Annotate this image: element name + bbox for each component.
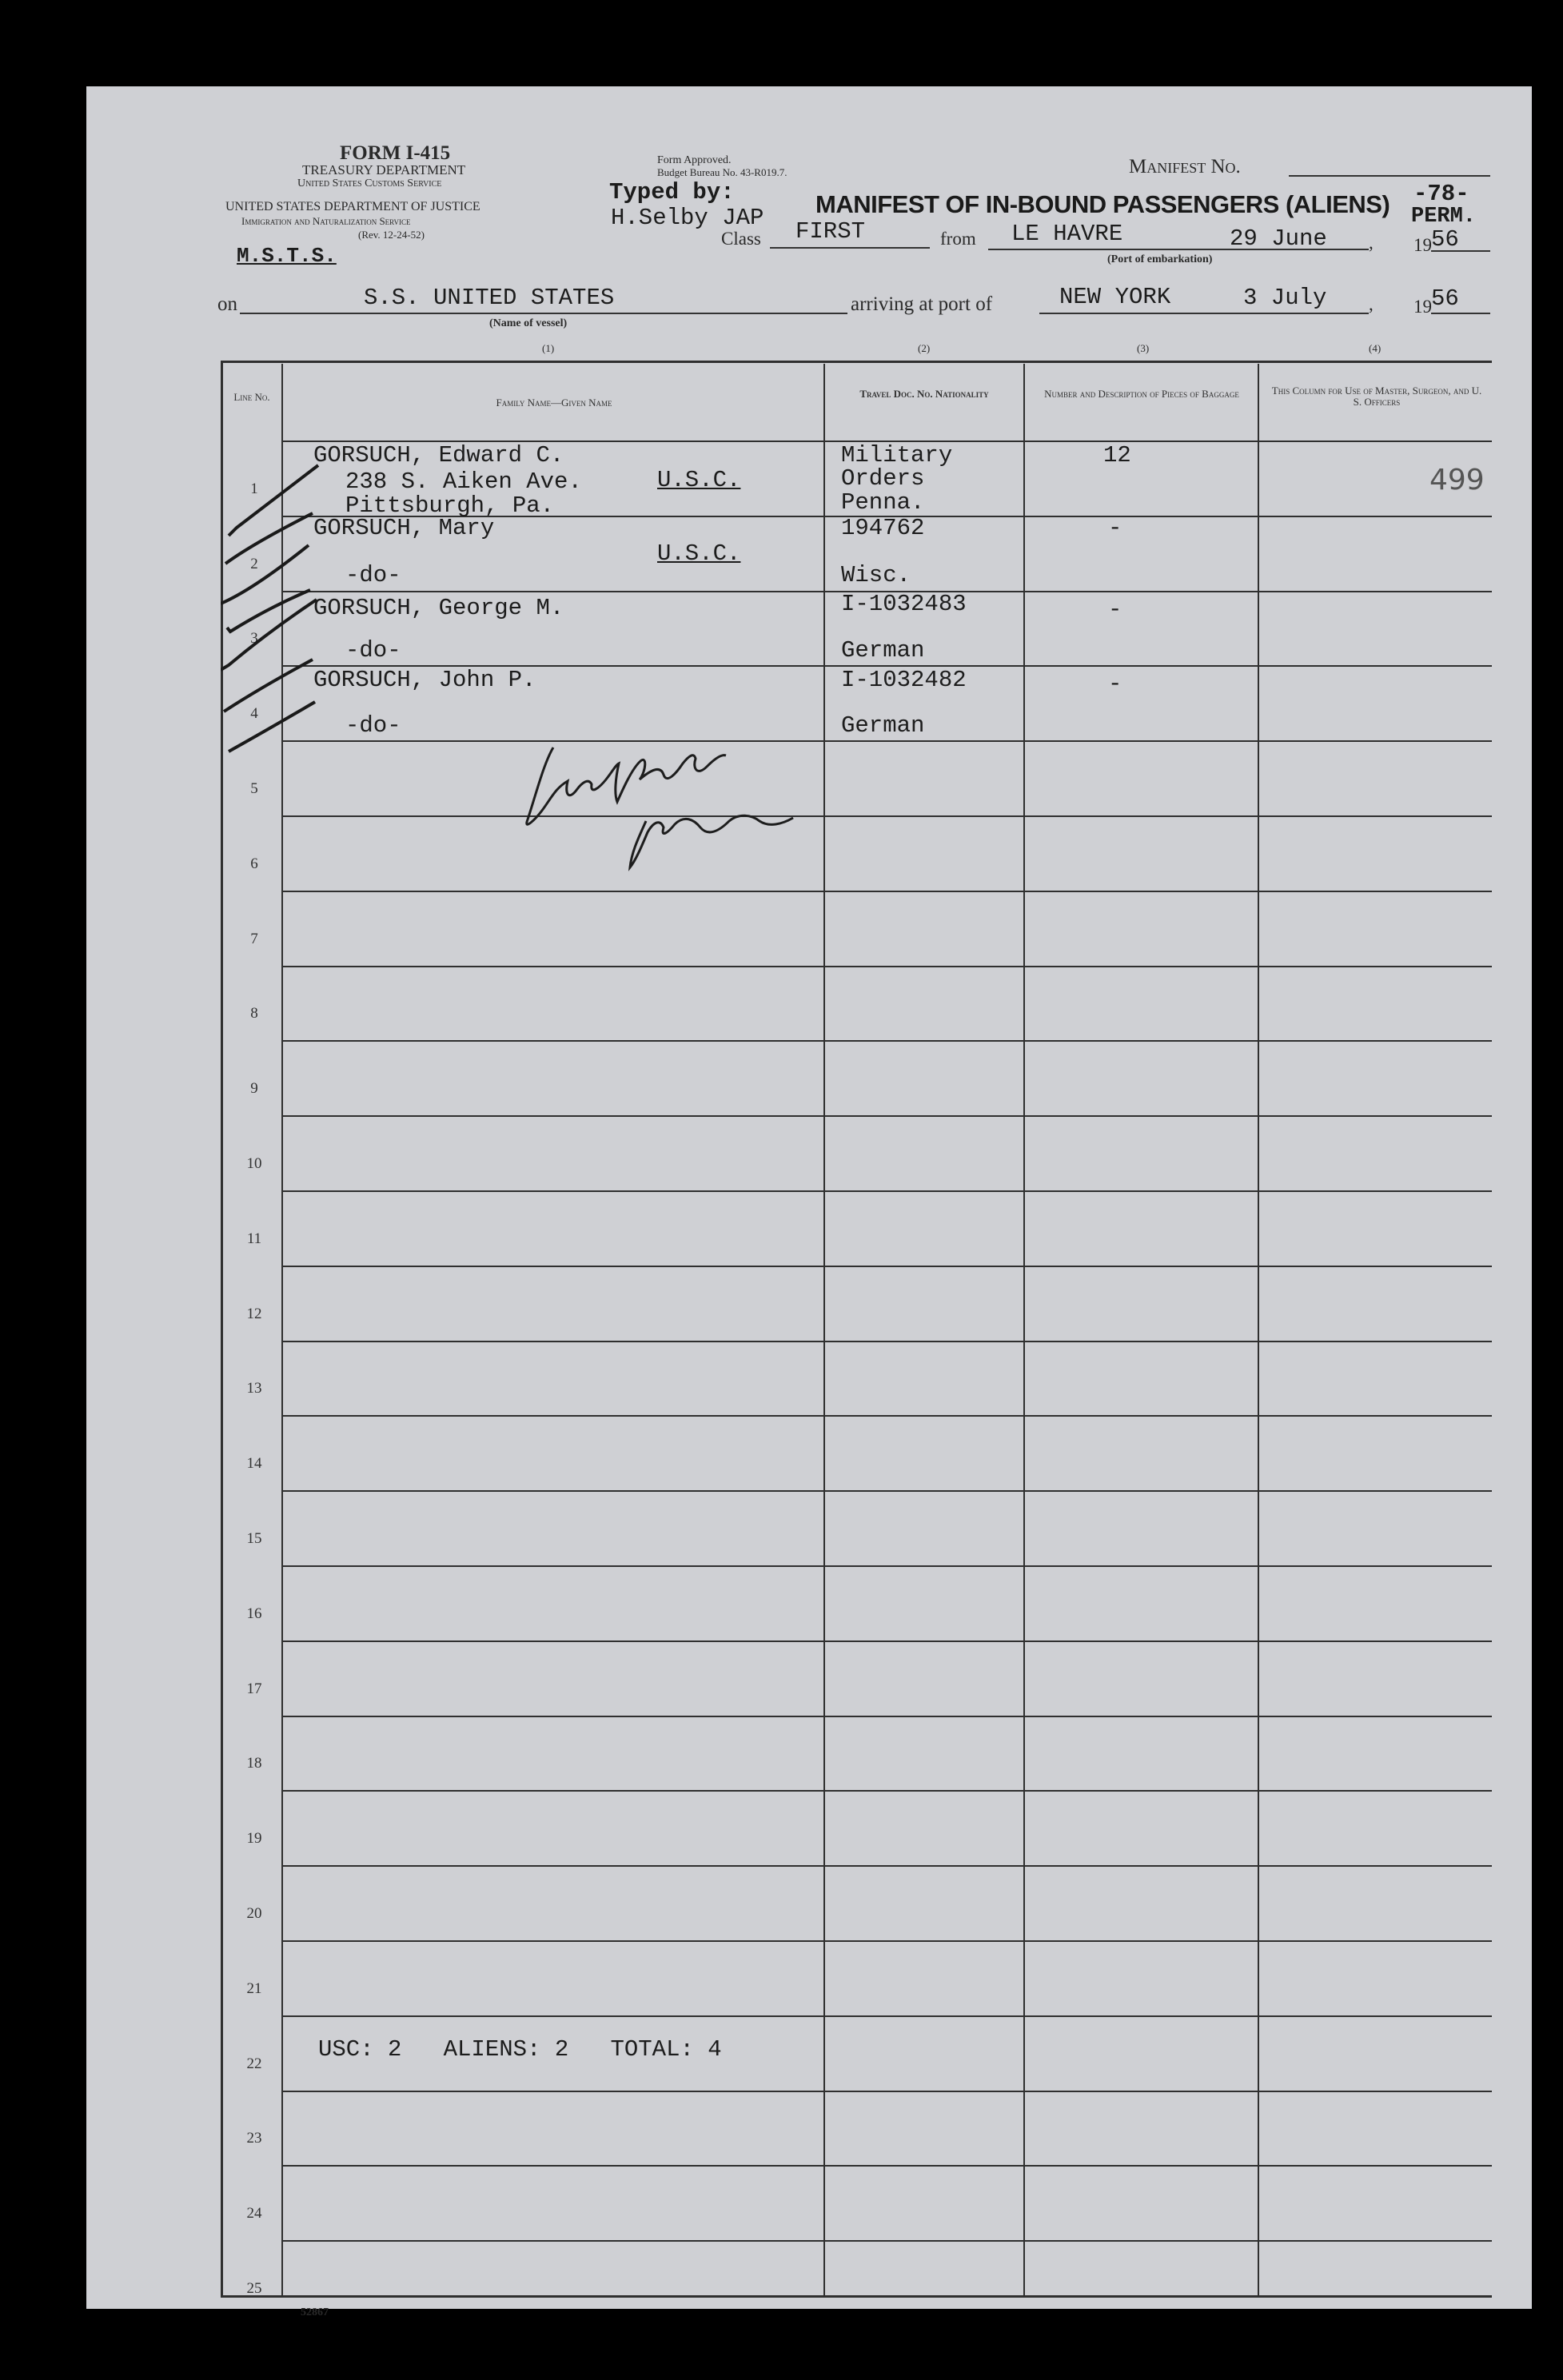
vessel-name: S.S. UNITED STATES xyxy=(364,285,615,311)
entry-1-doc-line2: Orders xyxy=(841,465,925,492)
revision-date: (Rev. 12-24-52) xyxy=(358,229,425,241)
entry-1-name: GORSUCH, Edward C. xyxy=(313,442,564,468)
manifest-no-label: Manifest No. xyxy=(1129,156,1241,177)
column-1-number: (1) xyxy=(542,342,555,354)
line-number: 16 xyxy=(246,1605,262,1622)
column-4-number: (4) xyxy=(1369,342,1382,354)
ins-service: Immigration and Naturalization Service xyxy=(241,215,411,227)
entry-3-doc-number: I-1032483 xyxy=(841,591,967,617)
arriving-label: arriving at port of xyxy=(851,293,993,315)
sheet-number: -78- xyxy=(1413,181,1469,207)
row-line xyxy=(281,1266,1492,1267)
embarkation-year: 56 xyxy=(1431,226,1459,253)
line-number: 7 xyxy=(250,931,258,947)
table-top-border xyxy=(221,361,1492,363)
line-number: 22 xyxy=(246,2055,262,2072)
table-bottom-border xyxy=(221,2295,1492,2298)
line-number: 17 xyxy=(246,1680,262,1697)
header-baggage: Number and Description of Pieces of Baggage xyxy=(1044,388,1239,400)
row-line xyxy=(281,891,1492,892)
entry-4-name: GORSUCH, John P. xyxy=(313,667,536,693)
entry-1-status: U.S.C. xyxy=(657,467,741,493)
form-approved: Form Approved. xyxy=(657,154,732,166)
arrival-line xyxy=(1039,313,1369,314)
entry-3-ditto: -do- xyxy=(345,637,401,664)
line-number: 6 xyxy=(250,855,258,872)
entry-2-nationality: Wisc. xyxy=(841,562,911,588)
year-comma: , xyxy=(1369,233,1374,253)
entry-1-address: 238 S. Aiken Ave. xyxy=(345,468,582,495)
row-line xyxy=(281,2015,1492,2017)
vessel-caption: (Name of vessel) xyxy=(489,317,568,329)
col-divider-name xyxy=(823,364,825,2295)
summary-totals: USC: 2 ALIENS: 2 TOTAL: 4 xyxy=(318,2036,722,2063)
year-prefix: 19 xyxy=(1413,235,1432,255)
entry-2-doc-number: 194762 xyxy=(841,515,925,541)
entry-3-nationality: German xyxy=(841,637,925,664)
line-number: 15 xyxy=(246,1530,262,1547)
entry-1-baggage: 12 xyxy=(1103,442,1131,468)
line-number: 19 xyxy=(246,1830,262,1847)
line-number: 21 xyxy=(246,1980,262,1997)
msts-label: M.S.T.S. xyxy=(237,244,337,268)
header-family-name: Family Name—Given Name xyxy=(496,397,612,409)
arrival-year: 56 xyxy=(1431,285,1459,312)
class-value: FIRST xyxy=(795,218,866,245)
line-number: 24 xyxy=(246,2205,262,2222)
treasury-department: TREASURY DEPARTMENT xyxy=(302,162,466,177)
officer-signature xyxy=(512,732,807,883)
column-2-number: (2) xyxy=(918,342,931,354)
line-number: 11 xyxy=(246,1230,262,1247)
row-line xyxy=(281,1565,1492,1567)
entry-1-city: Pittsburgh, Pa. xyxy=(345,492,555,519)
arrival-date: 3 July xyxy=(1243,285,1327,311)
vessel-line xyxy=(240,313,847,314)
year-prefix: 19 xyxy=(1413,297,1432,317)
row-line xyxy=(281,1716,1492,1717)
row-line xyxy=(281,966,1492,967)
entry-2-name: GORSUCH, Mary xyxy=(313,515,495,541)
entry-4-baggage: - xyxy=(1108,671,1122,697)
line-number: 5 xyxy=(250,780,258,797)
header-travel-doc: Travel Doc. No. Nationality xyxy=(859,388,989,400)
form-number: FORM I-415 xyxy=(340,142,451,164)
year-line xyxy=(1431,250,1490,252)
manifest-title: MANIFEST OF IN-BOUND PASSENGERS (ALIENS) xyxy=(815,190,1390,218)
row-line xyxy=(281,2091,1492,2092)
line-number: 2 xyxy=(250,556,258,572)
entry-2-status: U.S.C. xyxy=(657,540,741,567)
header-officers-column: This Column for Use of Master, Surgeon, and U. S. Officers xyxy=(1271,385,1482,408)
line-number: 25 xyxy=(246,2280,262,2297)
line-number: 1 xyxy=(250,480,258,497)
line-number: 8 xyxy=(250,1005,258,1022)
row-line xyxy=(281,2240,1492,2242)
row-line xyxy=(281,1490,1492,1492)
port-of-embarkation: LE HAVRE xyxy=(1011,221,1123,247)
row-line xyxy=(281,2165,1492,2167)
manifest-no-line xyxy=(1289,175,1490,177)
line-number: 10 xyxy=(246,1155,262,1172)
line-number: 18 xyxy=(246,1755,262,1772)
entry-2-baggage: - xyxy=(1108,515,1122,541)
row-line xyxy=(281,1790,1492,1792)
class-label: Class xyxy=(721,229,761,249)
row-line xyxy=(281,1415,1492,1417)
row-line xyxy=(281,1190,1492,1192)
justice-department: UNITED STATES DEPARTMENT OF JUSTICE xyxy=(225,200,480,213)
row-line xyxy=(281,815,1492,817)
entry-1-doc-line3: Penna. xyxy=(841,489,925,516)
entry-1-officer-note: 499 xyxy=(1429,464,1485,496)
entry-3-baggage: - xyxy=(1108,596,1122,623)
row-line xyxy=(281,1040,1492,1042)
row-line xyxy=(281,1115,1492,1117)
line-number: 3 xyxy=(250,630,258,647)
year-comma: , xyxy=(1369,294,1374,314)
embarkation-line xyxy=(988,249,1369,250)
col-divider-travel-doc xyxy=(1023,364,1025,2295)
line-number: 20 xyxy=(246,1905,262,1922)
line-number: 13 xyxy=(246,1380,262,1397)
line-number: 12 xyxy=(246,1306,262,1322)
line-number: 14 xyxy=(246,1455,262,1472)
on-label: on xyxy=(217,293,237,315)
entry-4-ditto: -do- xyxy=(345,712,401,739)
entry-3-name: GORSUCH, George M. xyxy=(313,595,564,621)
header-line-no: Line No. xyxy=(233,391,270,403)
typed-by-name: H.Selby JAP xyxy=(611,205,764,231)
footer-form-code: 52867 xyxy=(301,2306,329,2318)
perm-label: PERM. xyxy=(1411,205,1477,229)
embarkation-date: 29 June xyxy=(1230,225,1327,252)
column-3-number: (3) xyxy=(1137,342,1150,354)
entry-1-doc-line1: Military xyxy=(841,442,953,468)
port-embarkation-caption: (Port of embarkation) xyxy=(1107,253,1213,265)
row-line xyxy=(281,1940,1492,1942)
class-line xyxy=(770,247,930,249)
check-marks xyxy=(221,448,333,767)
line-number: 9 xyxy=(250,1080,258,1097)
port-of-arrival: NEW YORK xyxy=(1059,284,1171,310)
line-number: 23 xyxy=(246,2130,262,2147)
customs-service: United States Customs Service xyxy=(297,177,442,189)
from-label: from xyxy=(940,229,976,249)
line-number: 4 xyxy=(250,705,258,722)
col-divider-baggage xyxy=(1258,364,1259,2295)
row-line xyxy=(281,740,1492,742)
row-line xyxy=(281,1865,1492,1867)
manifest-sheet xyxy=(86,86,1532,2309)
entry-4-doc-number: I-1032482 xyxy=(841,667,967,693)
row-line xyxy=(281,1341,1492,1342)
year-line xyxy=(1431,313,1490,314)
typed-by-label: Typed by: xyxy=(609,179,735,205)
entry-4-nationality: German xyxy=(841,712,925,739)
budget-bureau-no: Budget Bureau No. 43-R019.7. xyxy=(657,166,787,178)
row-line xyxy=(281,1640,1492,1642)
entry-2-ditto: -do- xyxy=(345,562,401,588)
